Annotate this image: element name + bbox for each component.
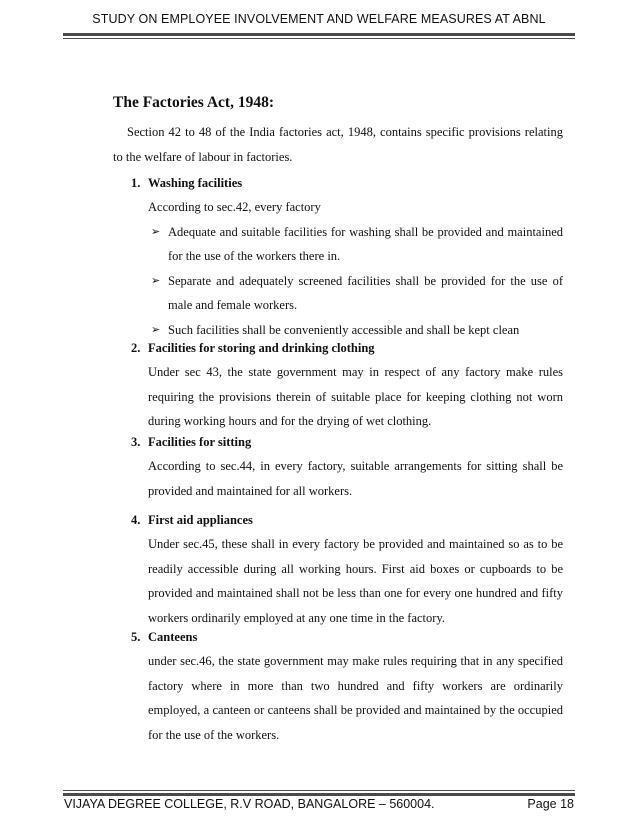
list-item-canteens [131,625,563,747]
bullet-list [131,220,563,343]
section-intro: Section 42 to 48 of the India factories act, 1948, contains specific provisions relating to the welfare of labour in factories. [113,125,563,164]
bullet-text: Adequate and suitable facilities for washing shall be provided and maintained for the use of the workers there in. [168,224,563,263]
item-heading-text: Washing facilities [148,176,243,190]
item-heading [131,171,563,195]
item-text: Under sec.45, these shall in every factory be provided and maintained so as to be readily accessible during all working hours. First aid boxes or cupboards to be provided and maintained shall not be less than one for every one hundred and fifty workers ordinarily employed at any one time in the factory. [148,537,563,625]
item-heading [131,430,563,454]
arrow-bullet-icon: ➢ [151,273,161,287]
list-item-first-aid [131,508,563,630]
header-rule-thin [63,38,575,39]
page-number: Page 18 [527,797,574,811]
item-number: 5. [131,630,141,644]
footer-rule [63,793,575,796]
item-heading-text: Canteens [148,630,198,644]
bullet-item [151,269,563,318]
item-number: 3. [131,435,141,449]
list-item-storing-clothing [131,336,563,434]
item-heading [131,508,563,532]
item-number: 2. [131,341,141,355]
item-heading-text: Facilities for sitting [148,435,252,449]
item-text: According to sec.42, every factory [148,200,321,214]
item-text: under sec.46, the state government may make rules requiring that in any specified factory where in more than two hundred and fifty workers are ordinarily employed, a canteen or canteens shall be provided and maintained by the occupied for the use of the workers. [148,654,563,742]
item-text: According to sec.44, in every factory, suitable arrangements for sitting shall be provided and maintained for all workers. [148,459,563,498]
footer-rule-thin [63,790,575,791]
list-item-sitting [131,430,563,503]
bullet-text: Separate and adequately screened facilities shall be provided for the use of male and female workers. [168,273,563,312]
header-rule [63,33,575,36]
arrow-bullet-icon: ➢ [151,224,161,238]
section-title: The Factories Act, 1948: [113,94,274,111]
bullet-item [151,220,563,269]
list-item-washing [131,171,563,342]
item-number: 1. [131,176,141,190]
item-heading [131,625,563,649]
item-heading-text: First aid appliances [148,513,253,527]
page-footer [64,797,574,811]
arrow-bullet-icon: ➢ [151,322,161,336]
item-heading [131,336,563,360]
item-number: 4. [131,513,141,527]
page-header: STUDY ON EMPLOYEE INVOLVEMENT AND WELFARE MEASURES AT ABNL [92,12,546,26]
item-heading-text: Facilities for storing and drinking clothing [148,341,375,355]
footer-college: VIJAYA DEGREE COLLEGE, R.V ROAD, BANGALORE – 560004. [64,797,435,811]
item-text: Under sec 43, the state government may in respect of any factory make rules requiring the provisions therein of suitable place for keeping clothing not worn during working hours and for the drying of wet clothing. [148,365,563,428]
bullet-text: Such facilities shall be conveniently accessible and shall be kept clean [168,322,520,337]
